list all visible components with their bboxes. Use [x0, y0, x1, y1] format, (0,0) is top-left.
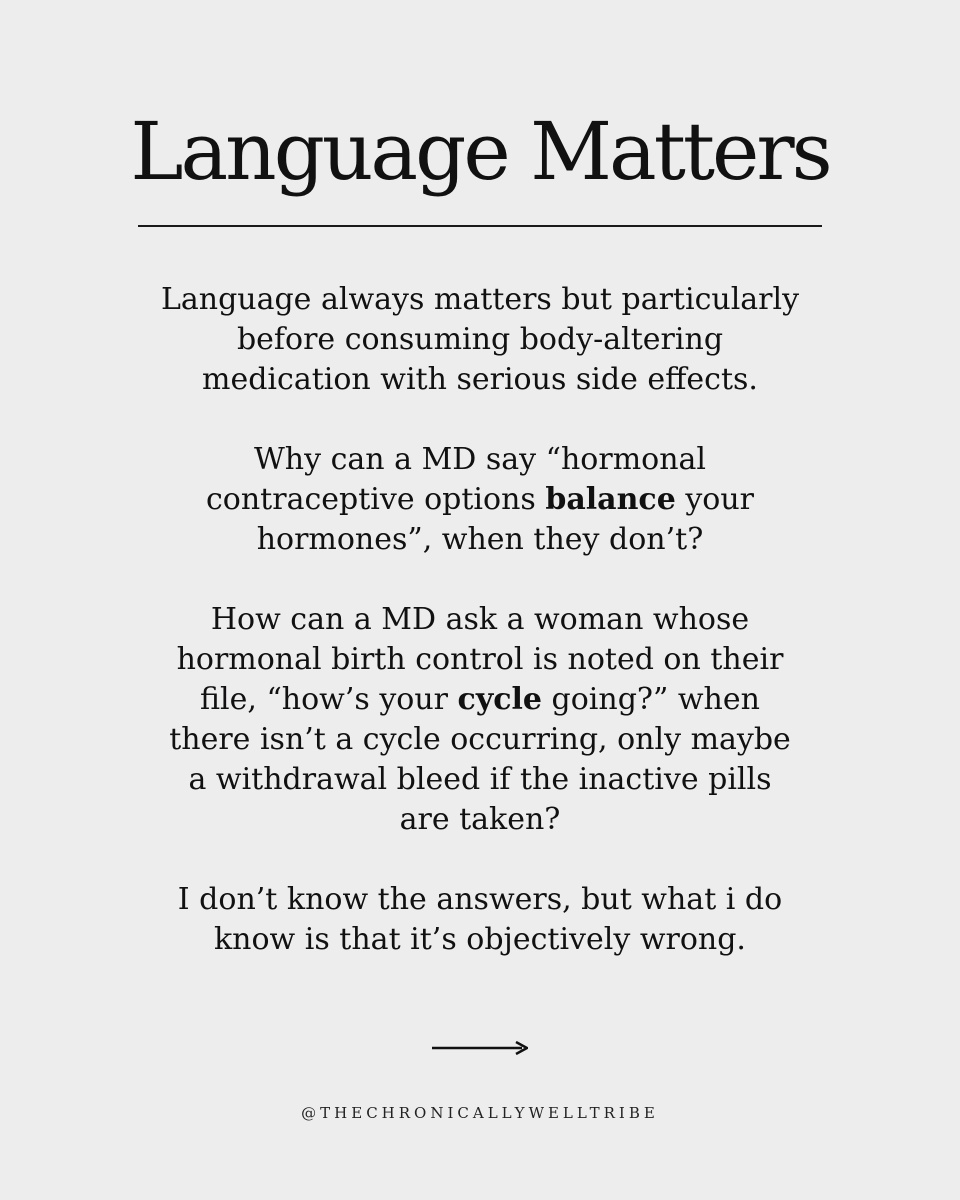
text-line: file, “how’s your [200, 682, 458, 717]
text-line: hormonal birth control is noted on their [176, 642, 784, 677]
paragraph-balance-question [130, 440, 830, 560]
title-divider [138, 225, 822, 227]
text-line: a withdrawal bleed if the inactive pills [188, 762, 772, 797]
text-line: hormones”, when they don’t? [256, 522, 704, 557]
emphasis-cycle: cycle [457, 682, 542, 717]
text-line: I don’t know the answers, but what i do [177, 882, 783, 917]
text-line: your [675, 482, 754, 517]
paragraph-cycle-question [130, 600, 830, 840]
emphasis-balance: balance [545, 482, 676, 517]
paragraph-intro [130, 280, 830, 400]
text-line: Language always matters but particularly [160, 282, 800, 317]
account-handle: @THECHRONICALLYWELLTRIBE [301, 1104, 659, 1122]
text-line: are taken? [399, 802, 561, 837]
text-line: there isn’t a cycle occurring, only maybe [169, 722, 791, 757]
paragraph-conclusion [130, 880, 830, 960]
page-title: Language Matters [130, 105, 830, 198]
body-text [130, 280, 830, 1000]
right-arrow-icon[interactable] [432, 1041, 528, 1055]
text-line: know is that it’s objectively wrong. [214, 922, 746, 957]
text-line: before consuming body-altering [236, 322, 724, 357]
text-line: going?” when [542, 682, 760, 717]
text-line: contraceptive options [206, 482, 546, 517]
text-line: How can a MD ask a woman whose [210, 602, 750, 637]
text-line: Why can a MD say “hormonal [253, 442, 707, 477]
text-line: medication with serious side effects. [202, 362, 758, 397]
